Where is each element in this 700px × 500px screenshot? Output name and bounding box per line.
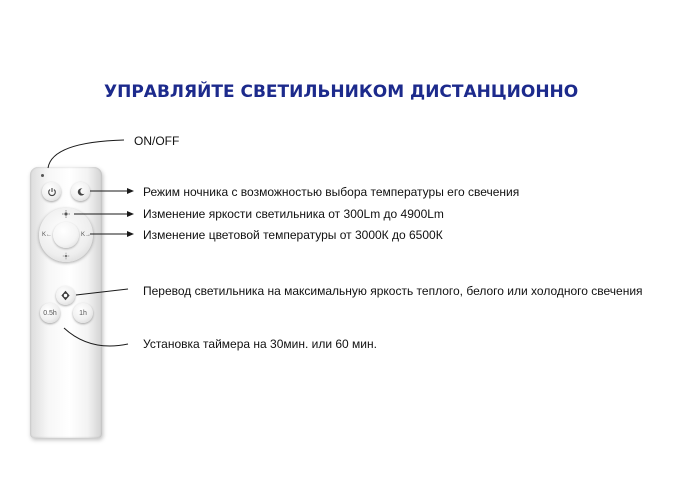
page-title: УПРАВЛЯЙТЕ СВЕТИЛЬНИКОМ ДИСТАНЦИОННО bbox=[104, 82, 579, 102]
label-night-mode: Режим ночника с возможностью выбора температуры его свечения bbox=[143, 185, 520, 199]
label-max-brightness: Перевод светильника на максимальную яркость теплого, белого или холодного свечения bbox=[143, 284, 643, 298]
timer-60-label: 1h bbox=[79, 309, 87, 317]
label-brightness: Изменение яркости светильника от 300Lm до 4900Lm bbox=[143, 207, 444, 221]
color-temp-right-label: K bbox=[81, 232, 86, 238]
timer-30-label: 0.5h bbox=[43, 309, 57, 317]
label-timer: Установка таймера на 30мин. или 60 мин. bbox=[143, 337, 377, 351]
arrow-brightness bbox=[127, 211, 134, 217]
arrow-color-temp bbox=[127, 231, 134, 237]
line-max-brightness bbox=[76, 289, 128, 295]
label-color-temp: Изменение цветовой температуры от 3000К до 6500К bbox=[143, 228, 443, 242]
line-timer bbox=[64, 328, 128, 346]
arrow-night-mode bbox=[127, 188, 134, 194]
color-temp-left-button[interactable]: K← bbox=[42, 232, 53, 238]
line-power bbox=[48, 140, 124, 168]
label-power: ON/OFF bbox=[134, 134, 180, 148]
color-temp-left-label: K bbox=[42, 232, 47, 238]
color-temp-right-button[interactable]: K→ bbox=[81, 232, 92, 238]
